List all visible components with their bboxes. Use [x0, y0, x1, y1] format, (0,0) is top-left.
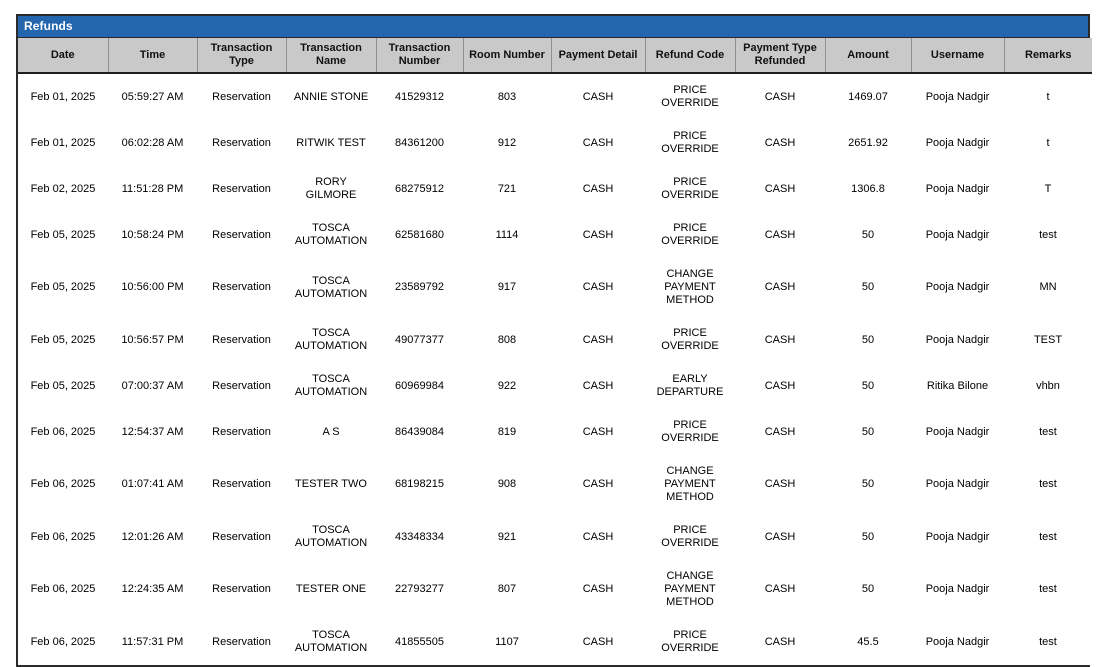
table-cell: 86439084 — [376, 409, 463, 455]
table-cell: Feb 06, 2025 — [18, 514, 108, 560]
table-cell: t — [1004, 73, 1092, 120]
table-row — [18, 317, 1092, 363]
table-cell: Reservation — [197, 619, 286, 665]
table-cell: 1469.07 — [825, 73, 911, 120]
table-cell: 819 — [463, 409, 551, 455]
table-cell: 50 — [825, 212, 911, 258]
table-cell: CASH — [735, 73, 825, 120]
table-cell: 50 — [825, 317, 911, 363]
table-cell: 01:07:41 AM — [108, 455, 197, 514]
table-cell: CASH — [551, 619, 645, 665]
table-cell: vhbn — [1004, 363, 1092, 409]
table-cell: Reservation — [197, 212, 286, 258]
table-row — [18, 212, 1092, 258]
table-cell: PRICE OVERRIDE — [645, 120, 735, 166]
table-cell: 07:00:37 AM — [108, 363, 197, 409]
table-cell: CASH — [735, 363, 825, 409]
table-cell: CASH — [735, 409, 825, 455]
table-cell: Feb 01, 2025 — [18, 120, 108, 166]
table-cell: EARLY DEPARTURE — [645, 363, 735, 409]
table-cell: test — [1004, 409, 1092, 455]
table-cell: CASH — [551, 514, 645, 560]
table-cell: 1114 — [463, 212, 551, 258]
table-cell: test — [1004, 514, 1092, 560]
table-cell: Reservation — [197, 166, 286, 212]
column-header: Transaction Number — [376, 38, 463, 73]
table-cell: t — [1004, 120, 1092, 166]
column-header: Amount — [825, 38, 911, 73]
table-cell: Pooja Nadgir — [911, 409, 1004, 455]
table-cell: TOSCA AUTOMATION — [286, 514, 376, 560]
table-row — [18, 120, 1092, 166]
table-cell: CASH — [551, 455, 645, 514]
table-cell: test — [1004, 619, 1092, 665]
table-row — [18, 455, 1092, 514]
table-cell: 721 — [463, 166, 551, 212]
table-cell: CASH — [551, 166, 645, 212]
table-body — [18, 73, 1092, 665]
table-cell: 917 — [463, 258, 551, 317]
table-cell: CASH — [551, 73, 645, 120]
table-cell: CHANGE PAYMENT METHOD — [645, 455, 735, 514]
table-cell: 808 — [463, 317, 551, 363]
table-cell: test — [1004, 212, 1092, 258]
table-cell: 807 — [463, 560, 551, 619]
table-cell: PRICE OVERRIDE — [645, 166, 735, 212]
table-cell: CASH — [551, 363, 645, 409]
table-cell: test — [1004, 560, 1092, 619]
table-cell: CASH — [735, 120, 825, 166]
table-cell: CASH — [551, 120, 645, 166]
table-cell: TOSCA AUTOMATION — [286, 363, 376, 409]
table-cell: TOSCA AUTOMATION — [286, 258, 376, 317]
table-cell: 41529312 — [376, 73, 463, 120]
table-cell: CASH — [551, 258, 645, 317]
table-cell: PRICE OVERRIDE — [645, 619, 735, 665]
table-cell: RITWIK TEST — [286, 120, 376, 166]
table-cell: 921 — [463, 514, 551, 560]
table-cell: Feb 05, 2025 — [18, 258, 108, 317]
table-cell: CASH — [735, 258, 825, 317]
table-row — [18, 73, 1092, 120]
column-header: Username — [911, 38, 1004, 73]
table-row — [18, 619, 1092, 665]
table-cell: Reservation — [197, 73, 286, 120]
table-cell: 06:02:28 AM — [108, 120, 197, 166]
column-header: Time — [108, 38, 197, 73]
table-cell: CASH — [735, 455, 825, 514]
table-header-row — [18, 38, 1092, 73]
column-header: Payment Detail — [551, 38, 645, 73]
column-header: Date — [18, 38, 108, 73]
table-row — [18, 258, 1092, 317]
table-cell: Feb 01, 2025 — [18, 73, 108, 120]
table-cell: 50 — [825, 514, 911, 560]
table-cell: 908 — [463, 455, 551, 514]
table-cell: PRICE OVERRIDE — [645, 409, 735, 455]
table-cell: PRICE OVERRIDE — [645, 317, 735, 363]
table-cell: CHANGE PAYMENT METHOD — [645, 560, 735, 619]
table-cell: Pooja Nadgir — [911, 514, 1004, 560]
table-cell: Reservation — [197, 455, 286, 514]
table-cell: CASH — [735, 619, 825, 665]
table-cell: 10:56:57 PM — [108, 317, 197, 363]
table-cell: 84361200 — [376, 120, 463, 166]
table-cell: 68198215 — [376, 455, 463, 514]
table-cell: CASH — [735, 560, 825, 619]
table-cell: 45.5 — [825, 619, 911, 665]
table-cell: Pooja Nadgir — [911, 166, 1004, 212]
column-header: Payment Type Refunded — [735, 38, 825, 73]
table-cell: Feb 02, 2025 — [18, 166, 108, 212]
table-cell: CASH — [735, 212, 825, 258]
table-cell: TOSCA AUTOMATION — [286, 619, 376, 665]
table-cell: 50 — [825, 363, 911, 409]
table-cell: 11:57:31 PM — [108, 619, 197, 665]
table-cell: 50 — [825, 455, 911, 514]
table-cell: Feb 06, 2025 — [18, 409, 108, 455]
table-cell: CASH — [551, 409, 645, 455]
table-cell: CASH — [735, 317, 825, 363]
table-row — [18, 514, 1092, 560]
table-cell: Feb 05, 2025 — [18, 212, 108, 258]
table-cell: Pooja Nadgir — [911, 317, 1004, 363]
table-cell: CASH — [735, 514, 825, 560]
table-cell: CASH — [551, 560, 645, 619]
table-cell: 922 — [463, 363, 551, 409]
table-cell: TEST — [1004, 317, 1092, 363]
table-cell: CASH — [735, 166, 825, 212]
table-cell: Reservation — [197, 363, 286, 409]
table-cell: Feb 06, 2025 — [18, 560, 108, 619]
table-cell: 05:59:27 AM — [108, 73, 197, 120]
table-cell: Reservation — [197, 258, 286, 317]
table-cell: 12:24:35 AM — [108, 560, 197, 619]
table-cell: PRICE OVERRIDE — [645, 73, 735, 120]
table-cell: Pooja Nadgir — [911, 120, 1004, 166]
table-cell: Reservation — [197, 120, 286, 166]
table-cell: 50 — [825, 258, 911, 317]
table-cell: A S — [286, 409, 376, 455]
refunds-table — [18, 38, 1092, 665]
table-cell: 49077377 — [376, 317, 463, 363]
report-title: Refunds — [18, 16, 1088, 38]
table-cell: Pooja Nadgir — [911, 560, 1004, 619]
table-cell: 43348334 — [376, 514, 463, 560]
table-cell: RORY GILMORE — [286, 166, 376, 212]
table-cell: 12:01:26 AM — [108, 514, 197, 560]
table-cell: PRICE OVERRIDE — [645, 212, 735, 258]
table-cell: 803 — [463, 73, 551, 120]
table-cell: MN — [1004, 258, 1092, 317]
table-row — [18, 409, 1092, 455]
column-header: Refund Code — [645, 38, 735, 73]
column-header: Room Number — [463, 38, 551, 73]
table-row — [18, 363, 1092, 409]
column-header: Remarks — [1004, 38, 1092, 73]
table-cell: T — [1004, 166, 1092, 212]
table-cell: TOSCA AUTOMATION — [286, 317, 376, 363]
table-cell: 62581680 — [376, 212, 463, 258]
table-cell: 50 — [825, 560, 911, 619]
table-cell: Reservation — [197, 514, 286, 560]
table-cell: PRICE OVERRIDE — [645, 514, 735, 560]
table-cell: Feb 05, 2025 — [18, 363, 108, 409]
table-cell: Reservation — [197, 317, 286, 363]
table-cell: 912 — [463, 120, 551, 166]
table-cell: Pooja Nadgir — [911, 73, 1004, 120]
table-cell: Reservation — [197, 409, 286, 455]
table-cell: 10:56:00 PM — [108, 258, 197, 317]
table-cell: 50 — [825, 409, 911, 455]
refunds-report-panel — [16, 14, 1090, 667]
table-cell: 23589792 — [376, 258, 463, 317]
table-cell: test — [1004, 455, 1092, 514]
table-row — [18, 166, 1092, 212]
table-cell: 41855505 — [376, 619, 463, 665]
table-cell: 11:51:28 PM — [108, 166, 197, 212]
table-cell: 2651.92 — [825, 120, 911, 166]
table-cell: 12:54:37 AM — [108, 409, 197, 455]
table-cell: 22793277 — [376, 560, 463, 619]
column-header: Transaction Type — [197, 38, 286, 73]
table-cell: 68275912 — [376, 166, 463, 212]
table-cell: ANNIE STONE — [286, 73, 376, 120]
table-cell: TESTER TWO — [286, 455, 376, 514]
table-cell: Feb 05, 2025 — [18, 317, 108, 363]
table-cell: TESTER ONE — [286, 560, 376, 619]
table-cell: CASH — [551, 317, 645, 363]
column-header: Transaction Name — [286, 38, 376, 73]
table-cell: Pooja Nadgir — [911, 619, 1004, 665]
table-cell: Pooja Nadgir — [911, 212, 1004, 258]
table-cell: Feb 06, 2025 — [18, 619, 108, 665]
table-cell: TOSCA AUTOMATION — [286, 212, 376, 258]
table-cell: 10:58:24 PM — [108, 212, 197, 258]
table-cell: Pooja Nadgir — [911, 455, 1004, 514]
table-header — [18, 38, 1092, 73]
table-row — [18, 560, 1092, 619]
table-cell: Pooja Nadgir — [911, 258, 1004, 317]
table-cell: 1306.8 — [825, 166, 911, 212]
table-cell: 60969984 — [376, 363, 463, 409]
table-cell: Reservation — [197, 560, 286, 619]
table-cell: Ritika Bilone — [911, 363, 1004, 409]
table-cell: CASH — [551, 212, 645, 258]
table-cell: 1107 — [463, 619, 551, 665]
table-cell: Feb 06, 2025 — [18, 455, 108, 514]
table-cell: CHANGE PAYMENT METHOD — [645, 258, 735, 317]
